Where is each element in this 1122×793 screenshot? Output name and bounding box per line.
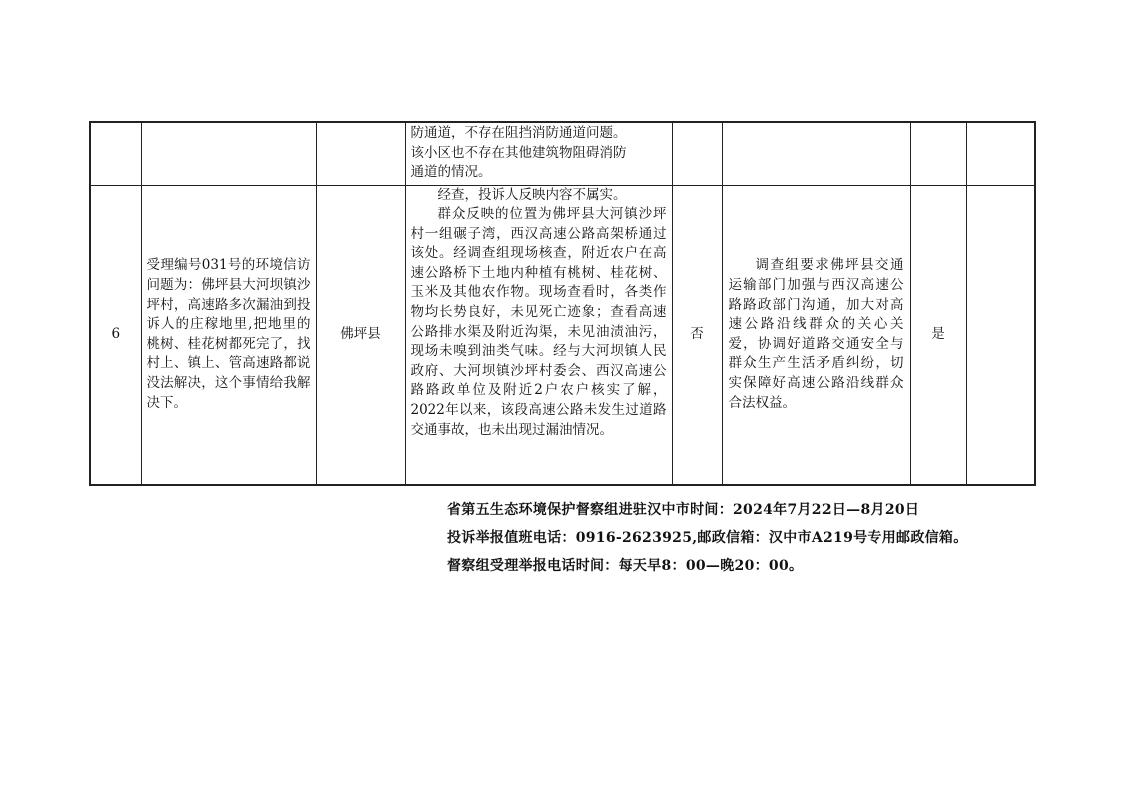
findings-line: 通道的情况。 (410, 164, 492, 181)
complaint-table (89, 121, 1036, 486)
findings-text (406, 186, 672, 441)
findings-line: 该小区也不存在其他建筑物阻碍消防 (410, 144, 627, 161)
index-cell (90, 122, 141, 185)
remark-cell (966, 185, 1035, 485)
row-index: 6 (90, 185, 141, 485)
footer-hotline: 投诉举报值班电话：0916-2623925,邮政信箱：汉中市A219号专用邮政信箱。 (447, 530, 968, 546)
complaint-cell (141, 122, 316, 185)
remark-cell (966, 122, 1035, 185)
complaint-cell (141, 185, 316, 485)
table-row-6 (90, 185, 1035, 485)
resolved-cell (910, 122, 966, 185)
handling-cell (722, 122, 910, 185)
table-row-continued (90, 122, 1035, 185)
is-true-cell: 否 (672, 185, 722, 485)
footer-inspection-period: 省第五生态环境保护督察组进驻汉中市时间：2024年7月22日—8月20日 (447, 502, 920, 518)
is-true-cell (672, 122, 722, 185)
footer-hours: 督察组受理举报电话时间：每天早8：00—晚20：00。 (447, 558, 804, 574)
findings-summary: 经查，投诉人反映内容不属实。 (437, 186, 627, 203)
county-cell: 佛坪县 (316, 185, 405, 485)
resolved-cell: 是 (910, 185, 966, 485)
county-cell (316, 122, 405, 185)
findings-line: 防通道，不存在阻挡消防通道问题。 (410, 125, 627, 141)
handling-text: 调查组要求佛坪县交通运输部门加强与西汉高速公路路政部门沟通，加大对高速公路沿线群众的关心关爱，协调好道路交通安全与群众生产生活矛盾纠纷，切实保障好高速公路沿线群众合法权益。 (728, 257, 904, 411)
handling-cell (722, 185, 910, 485)
findings-continued-text (406, 123, 672, 183)
complaint-text: 受理编号031号的环境信访问题为：佛坪县大河坝镇沙坪村，高速路多次漏油到投诉人的庄稼地里,把地里的桃树、桂花树都死完了，找村上、镇上、管高速路都说没法解决，这个事情给我解决下。 (146, 257, 311, 411)
findings-detail: 群众反映的位置为佛坪县大河镇沙坪村一组碾子湾，西汉高速公路高架桥通过该处。经调查组现场核查，附近农户在高速公路桥下土地内种植有桃树、桂花树、玉米及其他农作物。现场查看时，各类作物均长势良好，未见死亡迹象；查看高速公路排水渠及附近沟渠，未见油渍油污，现场未嗅到油类气味。经与大河坝镇人民政府、大河坝镇沙坪村委会、西汉高速公路路政单位及附近2户农户核实了解，2022年以来，该段高速公路未发生过道路交通事故，也未出现过漏油情况。 (410, 206, 667, 438)
findings-cell (405, 185, 672, 485)
findings-cell (405, 122, 672, 185)
